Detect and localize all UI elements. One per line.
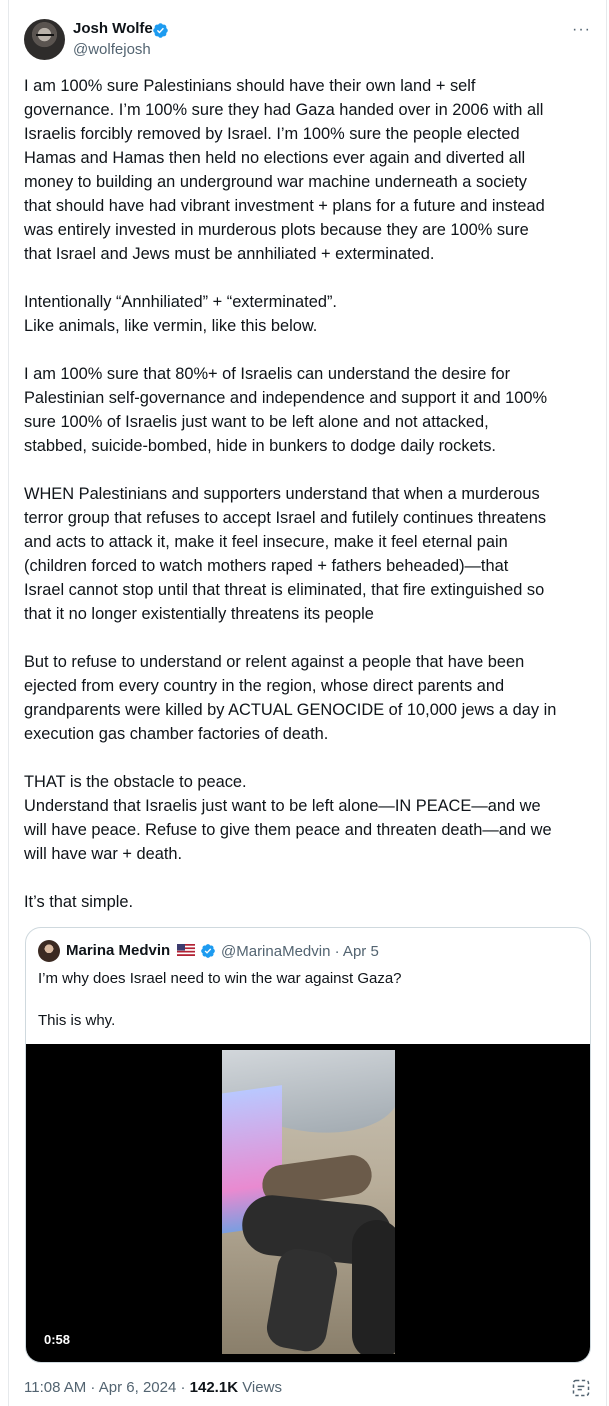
video-player[interactable] [26,1044,590,1362]
avatar[interactable] [24,19,65,60]
share-icon[interactable] [571,1378,591,1398]
more-icon[interactable]: ··· [572,21,591,38]
quote-author-name[interactable]: Marina Medvin [66,942,171,959]
views-label: Views [238,1379,282,1396]
verified-badge-icon [152,22,169,39]
verified-badge-icon [200,943,216,959]
quote-handle-date[interactable]: @MarinaMedvin · Apr 5 [221,943,379,960]
author-name[interactable]: Josh Wolfe [73,20,153,37]
video-thumbnail[interactable] [222,1050,395,1354]
us-flag-icon [177,944,195,956]
video-duration: 0:58 [40,1330,74,1349]
timestamp[interactable]: 11:08 AM · Apr 6, 2024 · [24,1379,190,1396]
tweet-text: I am 100% sure Palestinians should have their own land + self governance. I’m 100% sure they had Gaza handed over in 2006 with all Israelis forcibly removed by Israel. I’m 100% sure the people elected Hamas and Hamas then held no elections ever again and diverted all money to building an underground war machine underneath a society that should have had vibrant investment + plans for a future and instead was entirely invested in murderous plots because they are 100% sure that Israel and Jews must be annhiliated + exterminated. Intentionally “Annhiliated” + “exterminated”. Like animals, like vermin, like this below. I am 100% sure that 80%+ of Israelis can understand the desire for Palestinian self-governance and independence and support it and 100% sure 100% of Israelis just want to be left alone and not attacked, stabbed, suicide-bombed, hide in bunkers to dodge daily rockets. WHEN Palestinians and supporters understand that when a murderous terror group that refuses to accept Israel and futilely continues threatens and acts to attack it, make it feel insecure, make it feel eternal pain (children forced to watch mothers raped + fathers beheaded)—that Israel cannot stop until that threat is eliminated, that fire extinguished so that it no longer existentially threatens its people But to refuse to understand or relent against a people that have been ejected from every country in the region, whose direct parents and grandparents were killed by ACTUAL GENOCIDE of 10,000 jews a day in execution gas chamber factories of death. THAT is the obstacle to peace. Understand that Israelis just want to be left alone—IN PEACE—and we will have peace. Refuse to give them peace and threaten death—and we will have war + death. It’s that simple. [24,77,557,911]
views-count: 142.1K [189,1379,239,1396]
quote-text: I’m why does Israel need to win the war against Gaza? This is why. [38,970,402,1029]
quote-avatar[interactable] [38,940,60,962]
quoted-tweet[interactable] [25,927,591,1363]
tweet-meta [24,1379,282,1396]
author-handle[interactable]: @wolfejosh [73,41,151,58]
